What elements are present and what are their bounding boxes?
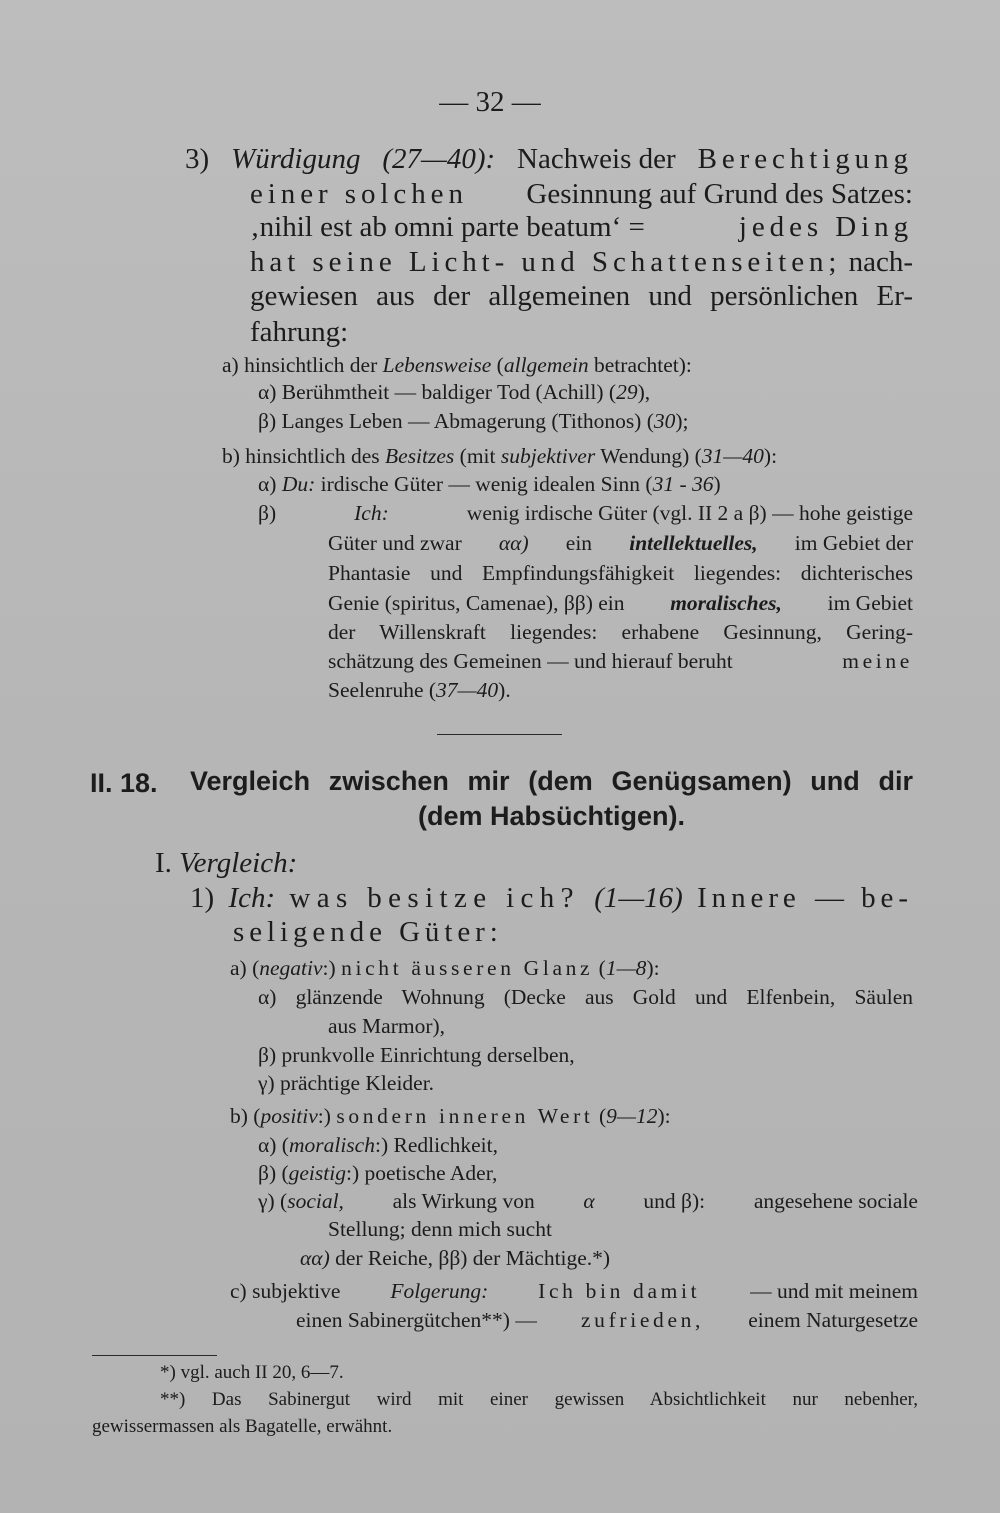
- part1-a-alpha-2: aus Marmor),: [328, 1014, 446, 1038]
- s3a-beta: β) Langes Leben — Abmagerung (Tithonos) (30);: [258, 409, 689, 433]
- s3b-beta-3: Phantasie und Empfindungsfähigkeit liegendes: dichterisches: [328, 561, 913, 585]
- s3-l4-b: nach-: [848, 246, 913, 278]
- part1-c-2: einen Sabinergütchen**) — zufrieden, einem Naturgesetze: [296, 1308, 918, 1332]
- footnote-2: **) Das Sabinergut wird mit einer gewissen Absichtlichkeit nur nebenher,: [160, 1389, 918, 1410]
- s3b-beta-5: der Willenskraft liegendes: erhabene Gesinnung, Gering-: [328, 620, 913, 644]
- part1-b-beta: β) (geistig:) poetische Ader,: [258, 1161, 498, 1185]
- s3-l2-a: einer solchen: [250, 178, 468, 210]
- part1-a: a) (negativ:) nicht äusseren Glanz (1—8):: [230, 956, 660, 980]
- s3-l3-a: ‚nihil est ab omni parte beatum‘ =: [250, 211, 645, 243]
- s3a-alpha: α) Berühmtheit — baldiger Tod (Achill) (29),: [258, 380, 651, 404]
- s3-number: 3): [185, 143, 210, 175]
- part1-a-alpha-1: α) glänzende Wohnung (Decke aus Gold und Elfenbein, Säulen: [258, 985, 913, 1009]
- part1-b-alpha: α) (moralisch:) Redlichkeit,: [258, 1133, 498, 1157]
- part1-a-beta: β) prunkvolle Einrichtung derselben,: [258, 1043, 575, 1067]
- part1-b-gamma-3: αα) der Reiche, ββ) der Mächtige.*): [300, 1246, 611, 1270]
- s3-l3-b: jedes Ding: [738, 211, 913, 243]
- section-title-1: Vergleich zwischen mir (dem Genügsamen) und dir: [190, 766, 913, 796]
- s3-line-4: [250, 248, 913, 277]
- s3-l4-a: hat seine Licht- und Schattenseiten;: [250, 246, 842, 278]
- s3a-head: a) hinsichtlich der Lebensweise (allgemein betrachtet):: [222, 353, 692, 377]
- s3-l2-b: Gesinnung auf Grund des Satzes:: [526, 178, 913, 210]
- s3-line-2: [250, 180, 913, 209]
- s3-verses: (27—40):: [382, 143, 496, 175]
- part1-one-2: seligende Güter:: [233, 916, 503, 948]
- s3-title: Würdigung: [231, 143, 361, 175]
- s3b-beta-2: Güter und zwar αα) ein intellektuelles, im Gebiet der: [328, 531, 913, 555]
- s3b-head: b) hinsichtlich des Besitzes (mit subjektiver Wendung) (31—40):: [222, 444, 778, 468]
- s3-line-3: [250, 213, 913, 242]
- page-number: — 32 —: [439, 86, 541, 118]
- part1-a-gamma: γ) prächtige Kleider.: [258, 1071, 435, 1095]
- part1-b-gamma-1: γ) (social, als Wirkung von α und β): angesehene sociale: [258, 1189, 918, 1213]
- s3-line-1: [185, 145, 913, 174]
- section-number: II. 18.: [90, 768, 158, 798]
- s3b-beta-4: Genie (spiritus, Camenae), ββ) ein moralisches, im Gebiet: [328, 591, 913, 615]
- s3b-beta-6: schätzung des Gemeinen — und hierauf beruht meine: [328, 649, 913, 673]
- part1-b: b) (positiv:) sondern inneren Wert (9—12):: [230, 1104, 671, 1128]
- footnote-1: *) vgl. auch II 20, 6—7.: [160, 1362, 344, 1383]
- section-title-2: (dem Habsüchtigen).: [417, 801, 686, 831]
- part1-b-gamma-2: Stellung; denn mich sucht: [328, 1217, 552, 1241]
- s3-line-6: fahrung:: [250, 316, 349, 348]
- s3b-beta-1: β) Ich: wenig irdische Güter (vgl. II 2 a β) — hohe geistige: [258, 501, 913, 525]
- s3-line-5: gewiesen aus der allgemeinen und persönlichen Er-: [250, 280, 913, 312]
- s3b-beta-7: Seelenruhe (37—40).: [328, 678, 511, 702]
- part1-head: I. Vergleich:: [155, 847, 298, 879]
- part1-c-1: c) subjektive Folgerung: Ich bin damit — und mit meinem: [230, 1279, 918, 1303]
- s3-text-a: Nachweis der: [517, 143, 676, 175]
- footnote-rule: [92, 1355, 217, 1356]
- part1-one-1: 1) Ich: was besitze ich? (1—16) Innere — be-: [190, 882, 913, 914]
- footnote-3: gewissermassen als Bagatelle, erwähnt.: [92, 1416, 393, 1437]
- section-divider: [437, 734, 562, 735]
- s3-text-b: Berechtigung: [697, 143, 913, 175]
- s3b-alpha: α) Du: irdische Güter — wenig idealen Sinn (31 - 36): [258, 472, 721, 496]
